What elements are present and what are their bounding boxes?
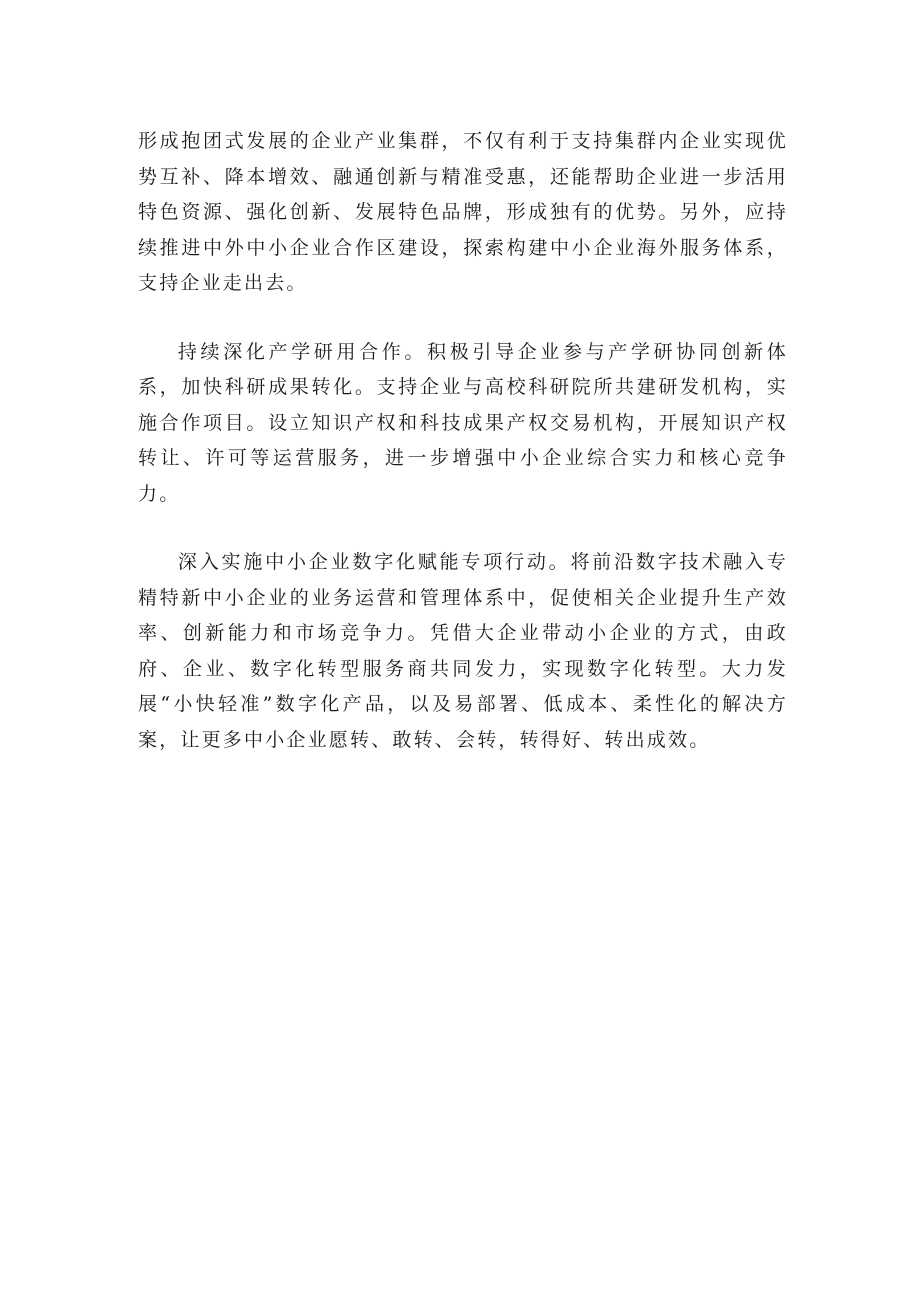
paragraph-digital-empowerment: 深入实施中小企业数字化赋能专项行动。将前沿数字技术融入专精特新中小企业的业务运营和管理体系中，促使相关企业提升生产效率、创新能力和市场竞争力。凭借大企业带动小企业的方式，由政府、企业、数字化转型服务商共同发力，实现数字化转型。大力发展“小快轻准”数字化产品，以及易部署、低成本、柔性化的解决方案，让更多中小企业愿转、敢转、会转，转得好、转出成效。 <box>138 551 788 751</box>
document-body <box>138 124 788 791</box>
paragraph-industry-research-cooperation: 持续深化产学研用合作。积极引导企业参与产学研协同创新体系，加快科研成果转化。支持企业与高校科研院所共建研发机构，实施合作项目。设立知识产权和科技成果产权交易机构，开展知识产权转让、许可等运营服务，进一步增强中小企业综合实力和核心竞争力。 <box>138 340 788 505</box>
paragraph-enterprise-clusters: 形成抱团式发展的企业产业集群，不仅有利于支持集群内企业实现优势互补、降本增效、融通创新与精准受惠，还能帮助企业进一步活用特色资源、强化创新、发展特色品牌，形成独有的优势。另外，应持续推进中外中小企业合作区建设，探索构建中小企业海外服务体系，支持企业走出去。 <box>138 130 788 294</box>
